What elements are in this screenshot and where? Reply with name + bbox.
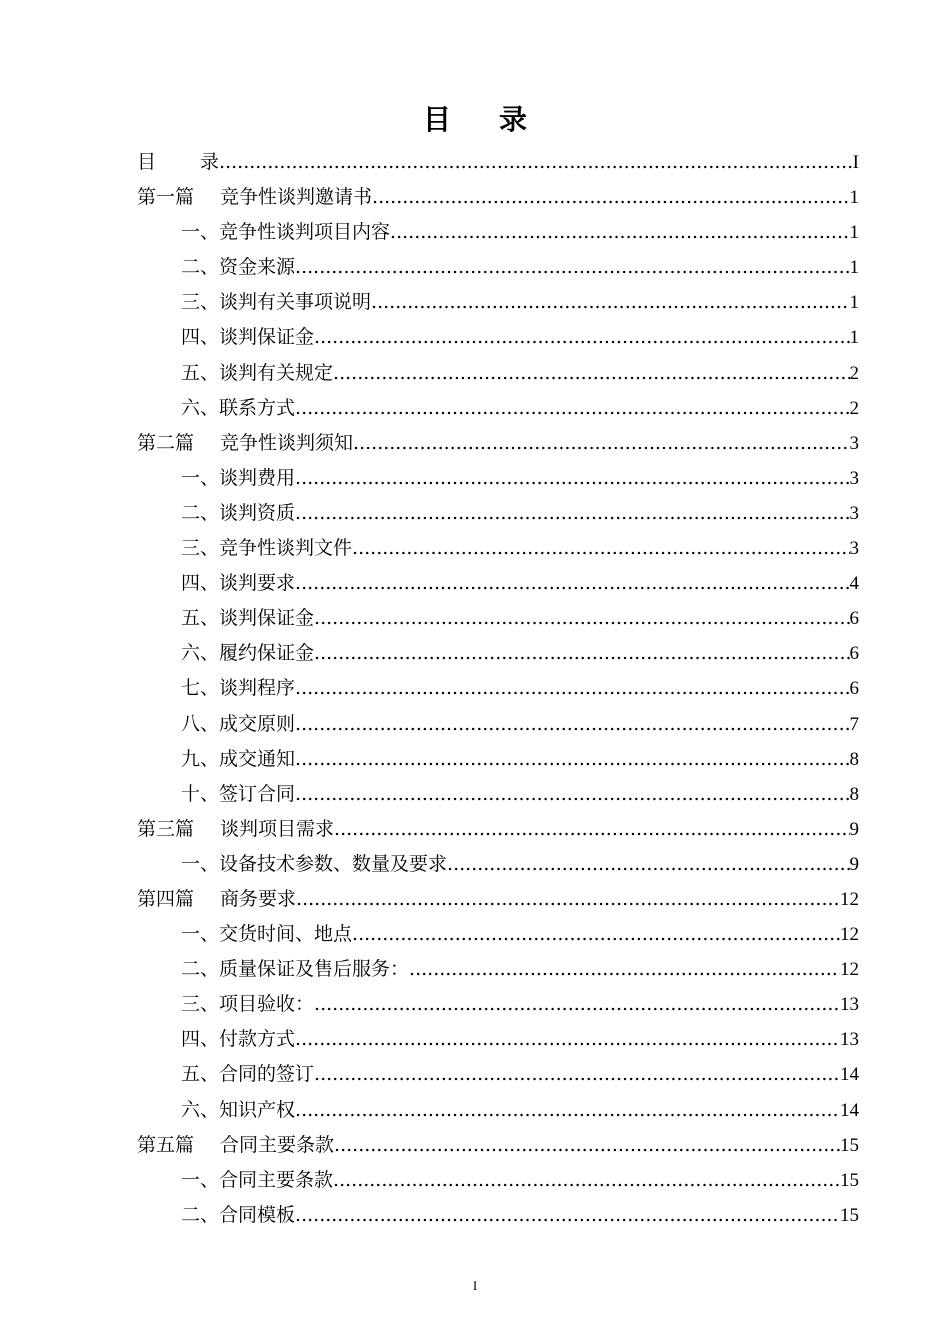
toc-section-entry[interactable] [137, 636, 859, 671]
toc-section-entry[interactable] [137, 1198, 859, 1233]
toc-dot-leader [295, 777, 849, 812]
toc-entry-number: 三、 [181, 537, 220, 560]
toc-entry-title: 竞争性谈判邀请书 [220, 186, 373, 209]
toc-entry-label [181, 1093, 295, 1128]
toc-dot-leader [314, 987, 840, 1022]
toc-entry-number: 四、 [181, 1028, 220, 1051]
toc-dot-leader [295, 461, 849, 496]
toc-section-entry[interactable] [137, 285, 859, 320]
toc-entry-number: 二、 [181, 256, 220, 279]
toc-entry-number: 十、 [181, 782, 220, 805]
toc-page-number: 8 [849, 748, 859, 770]
toc-entry-label [181, 1057, 314, 1092]
toc-chapter-entry[interactable] [137, 145, 859, 180]
toc-section-entry[interactable] [137, 1163, 859, 1198]
toc-entry-number: 目 [137, 151, 157, 173]
toc-page-number: 6 [849, 678, 859, 700]
toc-entry-number: 二、 [181, 958, 220, 981]
toc-entry-number: 五、 [181, 607, 220, 630]
toc-entry-title: 谈判有关规定 [219, 361, 334, 384]
toc-section-entry[interactable] [137, 987, 859, 1022]
toc-page-number: 1 [849, 222, 859, 244]
toc-page-number: 1 [849, 187, 859, 209]
toc-entry-label [181, 250, 295, 285]
toc-entry-number: 一、 [181, 923, 220, 946]
toc-page-number: 3 [849, 467, 859, 489]
toc-entry-number: 三、 [181, 291, 220, 314]
toc-section-entry[interactable] [137, 1093, 859, 1128]
toc-dot-leader [372, 180, 849, 215]
toc-dot-leader [371, 285, 849, 320]
toc-dot-leader [314, 636, 849, 671]
toc-entry-number: 第三篇 [137, 817, 195, 840]
toc-entry-number: 第二篇 [137, 431, 195, 454]
toc-section-entry[interactable] [137, 952, 859, 987]
toc-entry-label [181, 215, 390, 250]
toc-entry-label [181, 917, 352, 952]
toc-dot-leader [409, 952, 840, 987]
toc-entry-number: 六、 [181, 1098, 220, 1121]
toc-page-number: 9 [849, 818, 859, 840]
toc-entry-number: 九、 [181, 747, 220, 770]
toc-entry-number: 第五篇 [137, 1133, 195, 1156]
toc-entry-number: 八、 [181, 712, 220, 735]
toc-entry-number: 第一篇 [137, 186, 195, 209]
toc-dot-leader [314, 320, 849, 355]
toc-entry-number: 一、 [181, 221, 220, 244]
toc-entry-label [181, 707, 295, 742]
toc-entry-title: 项目验收： [219, 993, 315, 1016]
toc-entry-title: 谈判资质 [219, 501, 296, 524]
toc-entry-title: 谈判保证金 [219, 607, 315, 630]
toc-entry-title: 合同的签订 [219, 1063, 315, 1086]
toc-entry-label [137, 882, 296, 917]
toc-entry-number: 七、 [181, 677, 220, 700]
toc-dot-leader [219, 145, 853, 180]
toc-entry-title: 谈判项目需求 [220, 817, 335, 840]
toc-entry-title: 谈判程序 [219, 677, 296, 700]
toc-dot-leader [352, 917, 840, 952]
toc-section-entry[interactable] [137, 391, 859, 426]
toc-entry-title: 竞争性谈判须知 [220, 431, 354, 454]
toc-page-number: I [852, 152, 859, 173]
toc-page-number: 13 [840, 1029, 859, 1051]
toc-entry-label [181, 1022, 295, 1057]
toc-entry-label [181, 531, 352, 566]
toc-entry-label [181, 496, 295, 531]
toc-entry-number: 六、 [181, 396, 220, 419]
page-number-footer: I [472, 1278, 478, 1293]
toc-entry-label [181, 847, 447, 882]
toc-dot-leader [333, 1163, 840, 1198]
toc-chapter-entry[interactable] [137, 882, 859, 917]
toc-entry-title: 竞争性谈判文件 [219, 537, 353, 560]
toc-entry-label [181, 320, 314, 355]
toc-entry-title: 知识产权 [219, 1098, 296, 1121]
toc-page-number: 8 [849, 783, 859, 805]
toc-chapter-entry[interactable] [137, 1128, 859, 1163]
toc-dot-leader [295, 566, 849, 601]
toc-entry-label [181, 461, 295, 496]
toc-entry-number: 二、 [181, 501, 220, 524]
toc-entry-label [181, 671, 295, 706]
toc-dot-leader [295, 1198, 840, 1233]
toc-entry-title: 竞争性谈判项目内容 [219, 221, 391, 244]
toc-entry-label [181, 636, 314, 671]
toc-entry-label [181, 987, 314, 1022]
toc-entry-number: 二、 [181, 1203, 220, 1226]
toc-section-entry[interactable] [137, 742, 859, 777]
toc-page-number: 15 [840, 1204, 859, 1226]
toc-page-number: 3 [849, 432, 859, 454]
toc-entry-label [181, 952, 409, 987]
toc-section-entry[interactable] [137, 531, 859, 566]
toc-page-number: 3 [849, 502, 859, 524]
toc-page-number: 12 [840, 924, 859, 946]
toc-dot-leader [295, 742, 849, 777]
toc-entry-number: 第四篇 [137, 887, 195, 910]
toc-dot-leader [296, 882, 840, 917]
toc-page-number: 15 [840, 1134, 859, 1156]
toc-dot-leader [295, 391, 849, 426]
toc-entry-title: 合同模板 [219, 1203, 296, 1226]
toc-section-entry[interactable] [137, 671, 859, 706]
toc-entry-title: 合同主要条款 [219, 1168, 334, 1191]
toc-entry-number: 四、 [181, 326, 220, 349]
toc-page-number: 4 [849, 573, 859, 595]
toc-section-entry[interactable] [137, 566, 859, 601]
toc-entry-label [181, 777, 295, 812]
toc-dot-leader [334, 1128, 840, 1163]
toc-dot-leader [295, 1093, 840, 1128]
toc-dot-leader [295, 1022, 840, 1057]
toc-page-number: 2 [849, 362, 859, 384]
toc-entry-number: 五、 [181, 1063, 220, 1086]
toc-chapter-entry[interactable] [137, 426, 859, 461]
toc-entry-label [181, 601, 314, 636]
toc-section-entry[interactable] [137, 1022, 859, 1057]
toc-dot-leader [390, 215, 849, 250]
toc-dot-leader [295, 250, 849, 285]
toc-entry-title: 成交原则 [219, 712, 296, 735]
toc-dot-leader [295, 707, 849, 742]
toc-section-entry[interactable] [137, 356, 859, 391]
toc-entry-title: 商务要求 [220, 887, 297, 910]
toc-entry-title: 交货时间、地点 [219, 923, 353, 946]
toc-dot-leader [314, 1057, 840, 1092]
toc-entry-title: 谈判有关事项说明 [219, 291, 372, 314]
toc-entry-title: 合同主要条款 [220, 1133, 335, 1156]
toc-page-number: 7 [849, 713, 859, 735]
toc-entry-label [137, 1128, 334, 1163]
toc-page-number: 3 [849, 538, 859, 560]
toc-entry-number: 四、 [181, 572, 220, 595]
toc-entry-number: 六、 [181, 642, 220, 665]
toc-section-entry[interactable] [137, 215, 859, 250]
toc-entry-title: 设备技术参数、数量及要求 [219, 852, 448, 875]
toc-entry-number: 一、 [181, 466, 220, 489]
toc-dot-leader [352, 531, 849, 566]
toc-entry-label [137, 145, 219, 180]
toc-entry-number: 一、 [181, 1168, 220, 1191]
toc-page-number: 6 [849, 608, 859, 630]
toc-entry-title: 录 [200, 151, 220, 173]
toc-section-entry[interactable] [137, 320, 859, 355]
toc-entry-label [137, 426, 353, 461]
toc-entry-title: 谈判保证金 [219, 326, 315, 349]
toc-entry-title: 谈判要求 [219, 572, 296, 595]
page-title [0, 100, 950, 140]
toc-dot-leader [447, 847, 849, 882]
toc-entry-title: 谈判费用 [219, 466, 296, 489]
toc-entry-title: 成交通知 [219, 747, 296, 770]
toc-entry-title: 联系方式 [219, 396, 296, 419]
toc-entry-label [137, 812, 334, 847]
toc-page-number: 1 [849, 327, 859, 349]
toc-page-number: 1 [849, 292, 859, 314]
toc-dot-leader [295, 671, 849, 706]
toc-section-entry[interactable] [137, 847, 859, 882]
toc-section-entry[interactable] [137, 461, 859, 496]
toc-entry-label [181, 391, 295, 426]
toc-entry-title: 签订合同 [219, 782, 296, 805]
toc-page-number: 12 [840, 888, 859, 910]
toc-chapter-entry[interactable] [137, 180, 859, 215]
toc-section-entry[interactable] [137, 250, 859, 285]
toc-entry-title: 履约保证金 [219, 642, 315, 665]
toc-dot-leader [353, 426, 849, 461]
toc-section-entry[interactable] [137, 1057, 859, 1092]
toc-entry-number: 五、 [181, 361, 220, 384]
table-of-contents [137, 145, 859, 1233]
toc-entry-title: 质量保证及售后服务： [219, 958, 410, 981]
toc-entry-number: 三、 [181, 993, 220, 1016]
toc-page-number: 13 [840, 994, 859, 1016]
toc-dot-leader [334, 812, 849, 847]
toc-section-entry[interactable] [137, 707, 859, 742]
toc-section-entry[interactable] [137, 917, 859, 952]
toc-page-number: 1 [849, 257, 859, 279]
toc-page-number: 2 [849, 397, 859, 419]
toc-entry-label [181, 742, 295, 777]
toc-entry-title: 付款方式 [219, 1028, 296, 1051]
toc-chapter-entry[interactable] [137, 812, 859, 847]
toc-entry-label [181, 1163, 333, 1198]
toc-entry-label [181, 566, 295, 601]
toc-section-entry[interactable] [137, 777, 859, 812]
toc-page-number: 9 [849, 853, 859, 875]
title-char-2: 录 [499, 103, 528, 136]
toc-page-number: 14 [840, 1064, 859, 1086]
toc-dot-leader [314, 601, 849, 636]
toc-section-entry[interactable] [137, 601, 859, 636]
toc-entry-label [181, 356, 333, 391]
toc-page-number: 12 [840, 959, 859, 981]
toc-entry-title: 资金来源 [219, 256, 296, 279]
toc-page-number: 15 [840, 1169, 859, 1191]
toc-entry-label [137, 180, 372, 215]
toc-page-number: 14 [840, 1099, 859, 1121]
toc-section-entry[interactable] [137, 496, 859, 531]
toc-page-number: 6 [849, 643, 859, 665]
title-char-1: 目 [422, 103, 451, 136]
toc-dot-leader [295, 496, 849, 531]
toc-entry-label [181, 1198, 295, 1233]
toc-entry-label [181, 285, 371, 320]
toc-dot-leader [333, 356, 849, 391]
toc-entry-number: 一、 [181, 852, 220, 875]
